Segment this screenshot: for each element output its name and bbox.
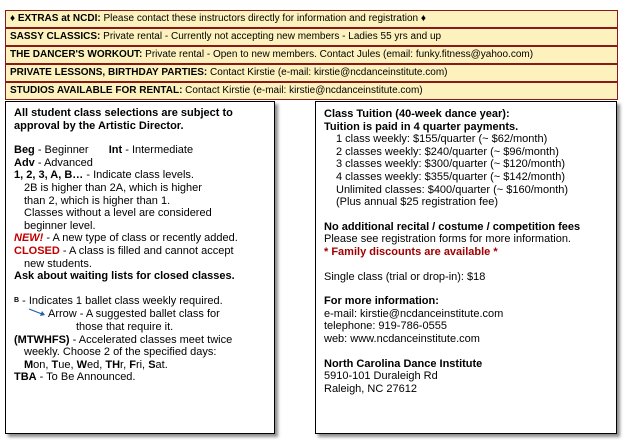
- address-line-1: 5910-101 Duraleigh Rd: [324, 370, 438, 383]
- int-text: - Intermediate: [122, 144, 194, 157]
- arrow-text: Arrow - A suggested ballet class for: [48, 308, 220, 321]
- contact-phone: telephone: 919-786-0555: [324, 320, 447, 333]
- adv-text: - Advanced: [34, 156, 93, 169]
- see-forms-note: Please see registration forms for more information.: [324, 233, 571, 246]
- contact-web[interactable]: web: www.ncdanceinstitute.com: [324, 332, 480, 345]
- int-abbr: Int: [108, 144, 123, 157]
- bar-text: Private rental - Currently not accepting new members - Ladies 55 yrs and up: [100, 31, 442, 42]
- day-abbr: T: [51, 358, 59, 371]
- bar-label: PRIVATE LESSONS, BIRTHDAY PARTIES:: [10, 67, 208, 78]
- tuition-line: 4 classes weekly: $355/quarter (~ $142/month): [336, 170, 565, 183]
- arrow-line-2: those that require it.: [76, 320, 174, 333]
- bar-text: Please contact these instructors directly for information and registration ♦: [100, 13, 426, 24]
- more-info-heading: For more information:: [324, 295, 439, 308]
- levels-abbr: 1, 2, 3, A, B…: [14, 169, 84, 182]
- levels-line-4: beginner level.: [24, 219, 96, 232]
- bar-text: Contact Kirstie (e-mail: kirstie@ncdanceinstitute.com): [182, 85, 423, 96]
- bar-label: THE DANCER'S WORKOUT:: [10, 49, 143, 60]
- org-name: North Carolina Dance Institute: [324, 357, 483, 370]
- class-legend-panel: [5, 101, 275, 434]
- ballet-text: - Indicates 1 ballet class weekly required.: [19, 294, 223, 307]
- bar-label: EXTRAS at NCDI:: [17, 13, 101, 24]
- beg-abbr: Beg: [14, 144, 35, 157]
- closed-legend: [14, 245, 274, 258]
- beg-text: - Beginner: [34, 144, 89, 157]
- level-adv: [14, 157, 274, 170]
- bar-prefix: ♦: [10, 13, 18, 24]
- closed-text: - A class is filled and cannot accept: [59, 244, 234, 257]
- levels-line-2: than 2, which is higher than 1.: [24, 194, 171, 207]
- bar-private-lessons: [5, 64, 618, 82]
- tba-legend: [14, 371, 274, 384]
- levels-text: - Indicate class levels.: [83, 169, 194, 182]
- address-line-2: Raleigh, NC 27612: [324, 382, 417, 395]
- closed-abbr: CLOSED: [14, 244, 60, 257]
- approval-line-2: approval by the Artistic Director.: [14, 119, 184, 132]
- bar-label: STUDIOS AVAILABLE FOR RENTAL:: [10, 85, 183, 96]
- bar-dancers-workout: [5, 46, 618, 64]
- bar-sassy-classics: [5, 28, 618, 46]
- days-list: [14, 359, 274, 372]
- ballet-required-legend: [14, 295, 274, 308]
- no-fees-note: No additional recital / costume / competition fees: [324, 220, 581, 233]
- day-rest: on,: [33, 358, 52, 371]
- single-class-price: Single class (trial or drop-in): $18: [324, 270, 486, 283]
- contact-email[interactable]: e-mail: kirstie@ncdanceinstitute.com: [324, 307, 504, 320]
- bar-text: Contact Kirstie (e-mail: kirstie@ncdanceinstitute.com): [207, 67, 448, 78]
- bar-extras: [5, 10, 618, 28]
- day-abbr: M: [24, 358, 34, 371]
- bar-text: Private rental - Open to new members. Contact Jules (email: funky.fitness@yahoo.com): [142, 49, 534, 60]
- tuition-paid: Tuition is paid in 4 quarter payments.: [324, 120, 519, 133]
- levels-legend: [14, 169, 274, 182]
- arrow-legend: [14, 307, 274, 321]
- accel-line-2: weekly. Choose 2 of the specified days:: [24, 346, 217, 359]
- day-rest: at.: [155, 358, 168, 371]
- bar-studios-rental: [5, 82, 618, 100]
- tuition-title: Class Tuition (40-week dance year):: [324, 108, 510, 120]
- tba-text: - To Be Announced.: [36, 371, 136, 384]
- accelerated-legend: [14, 334, 274, 347]
- adv-abbr: Adv: [14, 156, 35, 169]
- new-legend: [14, 232, 274, 245]
- day-rest: ed,: [87, 358, 106, 371]
- day-abbr: F: [129, 358, 136, 371]
- day-abbr: S: [148, 358, 156, 371]
- tuition-panel: [315, 101, 617, 434]
- day-rest: r,: [120, 358, 130, 371]
- bar-label: SASSY CLASSICS:: [10, 31, 101, 42]
- closed-line-2: new students.: [24, 257, 92, 270]
- accel-text: - Accelerated classes meet twice: [69, 333, 233, 346]
- day-abbr: W: [76, 358, 88, 371]
- day-rest: ri,: [135, 358, 149, 371]
- level-beg-int: [14, 144, 274, 157]
- levels-line-1: 2B is higher than 2A, which is higher: [24, 181, 202, 194]
- accel-abbr: (MTWHFS): [14, 333, 70, 346]
- new-abbr: NEW!: [14, 232, 44, 245]
- family-discount-note: * Family discounts are available *: [324, 245, 498, 258]
- waiting-list-note: Ask about waiting lists for closed classes.: [14, 270, 235, 283]
- tuition-line: 2 classes weekly: $240/quarter (~ $96/month): [336, 145, 559, 158]
- tuition-line: 1 class weekly: $155/quarter (~ $62/month): [336, 133, 548, 146]
- ballet-sup: B: [14, 296, 20, 304]
- levels-line-3: Classes without a level are considered: [24, 207, 212, 220]
- tuition-line: (Plus annual $25 registration fee): [336, 196, 499, 209]
- day-rest: ue,: [58, 358, 77, 371]
- tba-abbr: TBA: [14, 371, 37, 384]
- arrow-icon: [28, 307, 48, 321]
- tuition-line: Unlimited classes: $400/quarter (~ $160/month): [336, 183, 569, 196]
- new-text: - A new type of class or recently added.: [43, 232, 238, 245]
- tuition-line: 3 classes weekly: $300/quarter (~ $120/month): [336, 158, 565, 171]
- day-abbr: TH: [105, 358, 121, 371]
- approval-line-1: All student class selections are subject to: [14, 107, 233, 119]
